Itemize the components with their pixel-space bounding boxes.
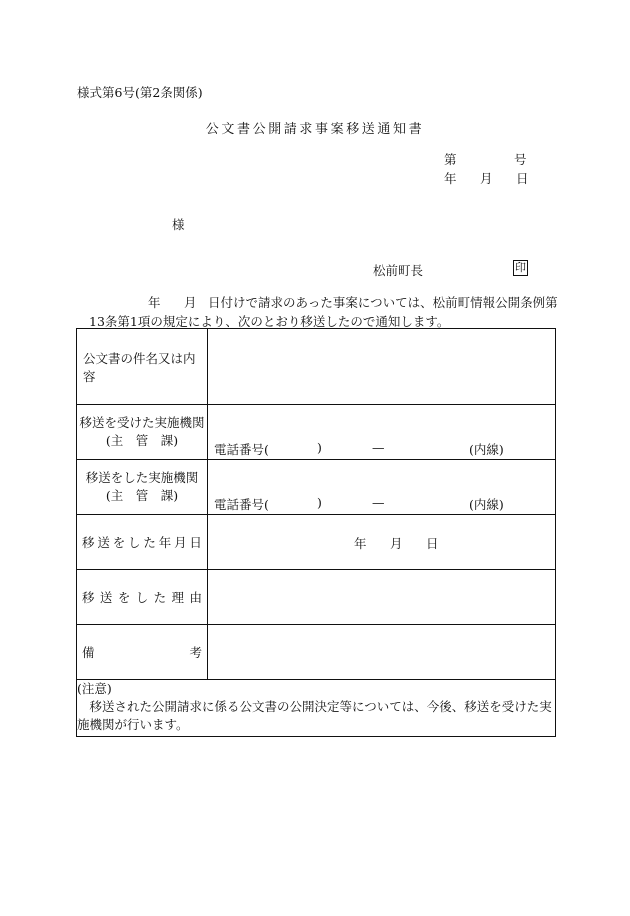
notes-title: (注意) (77, 681, 112, 696)
sender-name: 松前町長 (373, 263, 424, 278)
sent-tel-line: 電話番号( ) — (内線) (214, 495, 504, 512)
intro-line-2: 13条第1項の規定により、次のとおり移送したので通知します。 (89, 314, 450, 329)
value-sent-agency[interactable] (208, 460, 556, 515)
value-remarks[interactable] (208, 625, 556, 680)
table-row (77, 515, 556, 570)
transfer-date-year: 年 (354, 536, 367, 551)
label-char: 年 (158, 535, 172, 550)
label-char: 移 (82, 535, 95, 550)
notes-cell (77, 680, 556, 737)
form-number-label: 様式第6号(第2条関係) (77, 85, 203, 100)
label-char: 月 (174, 535, 187, 550)
label-char: を (112, 535, 126, 550)
label-char: た (153, 590, 167, 605)
intro-year: 年 (148, 295, 161, 310)
label-transfer-date (77, 515, 208, 570)
label-char: 送 (97, 535, 110, 550)
table-row (77, 680, 556, 737)
intro-month: 月 (184, 295, 197, 310)
label-char: し (128, 535, 141, 550)
table-row (77, 460, 556, 515)
value-transfer-reason[interactable] (208, 570, 556, 625)
notes-body: 移送された公開請求に係る公文書の公開決定等については、今後、移送を受けた実施機関が行います。 (77, 699, 552, 732)
label-sent-agency: 移送をした実施機関 (主 管 課) (77, 460, 208, 515)
label-char: 理 (171, 590, 185, 605)
document-title: 公文書公開請求事案移送通知書 (205, 122, 425, 137)
label-received-agency: 移送を受けた実施機関 (主 管 課) (77, 405, 208, 460)
label-char: 由 (189, 590, 202, 605)
label-transfer-reason (77, 570, 208, 625)
transfer-date-day: 日 (426, 536, 439, 551)
value-document-name[interactable] (208, 329, 556, 405)
transfer-date-month: 月 (390, 536, 403, 551)
addressee-honorific: 様 (172, 217, 185, 232)
table-row (77, 329, 556, 405)
label-char: 日 (189, 535, 202, 550)
label-char: た (143, 535, 156, 550)
doc-number-suffix: 号 (514, 152, 527, 167)
received-tel-line: 電話番号( ) — (内線) (214, 440, 504, 457)
seal-mark: 印 (515, 261, 526, 274)
label-char: し (135, 590, 149, 605)
value-transfer-date[interactable] (208, 515, 556, 570)
doc-number-prefix: 第 (444, 152, 457, 167)
transfer-details-table (76, 328, 556, 737)
label-char: を (117, 590, 131, 605)
label-document-name: 公文書の件名又は内容 (77, 329, 208, 405)
doc-date-day: 日 (516, 171, 529, 186)
doc-date-year: 年 (444, 171, 457, 186)
table-row (77, 570, 556, 625)
value-received-agency[interactable] (208, 405, 556, 460)
doc-date-month: 月 (480, 171, 493, 186)
intro-text-1: 日付けで請求のあった事案については、松前町情報公開条例第 (208, 295, 558, 310)
label-remarks: 備 考 (77, 625, 208, 680)
table-row (77, 625, 556, 680)
table-row (77, 405, 556, 460)
label-char: 送 (99, 590, 113, 605)
label-char: 移 (82, 590, 95, 605)
